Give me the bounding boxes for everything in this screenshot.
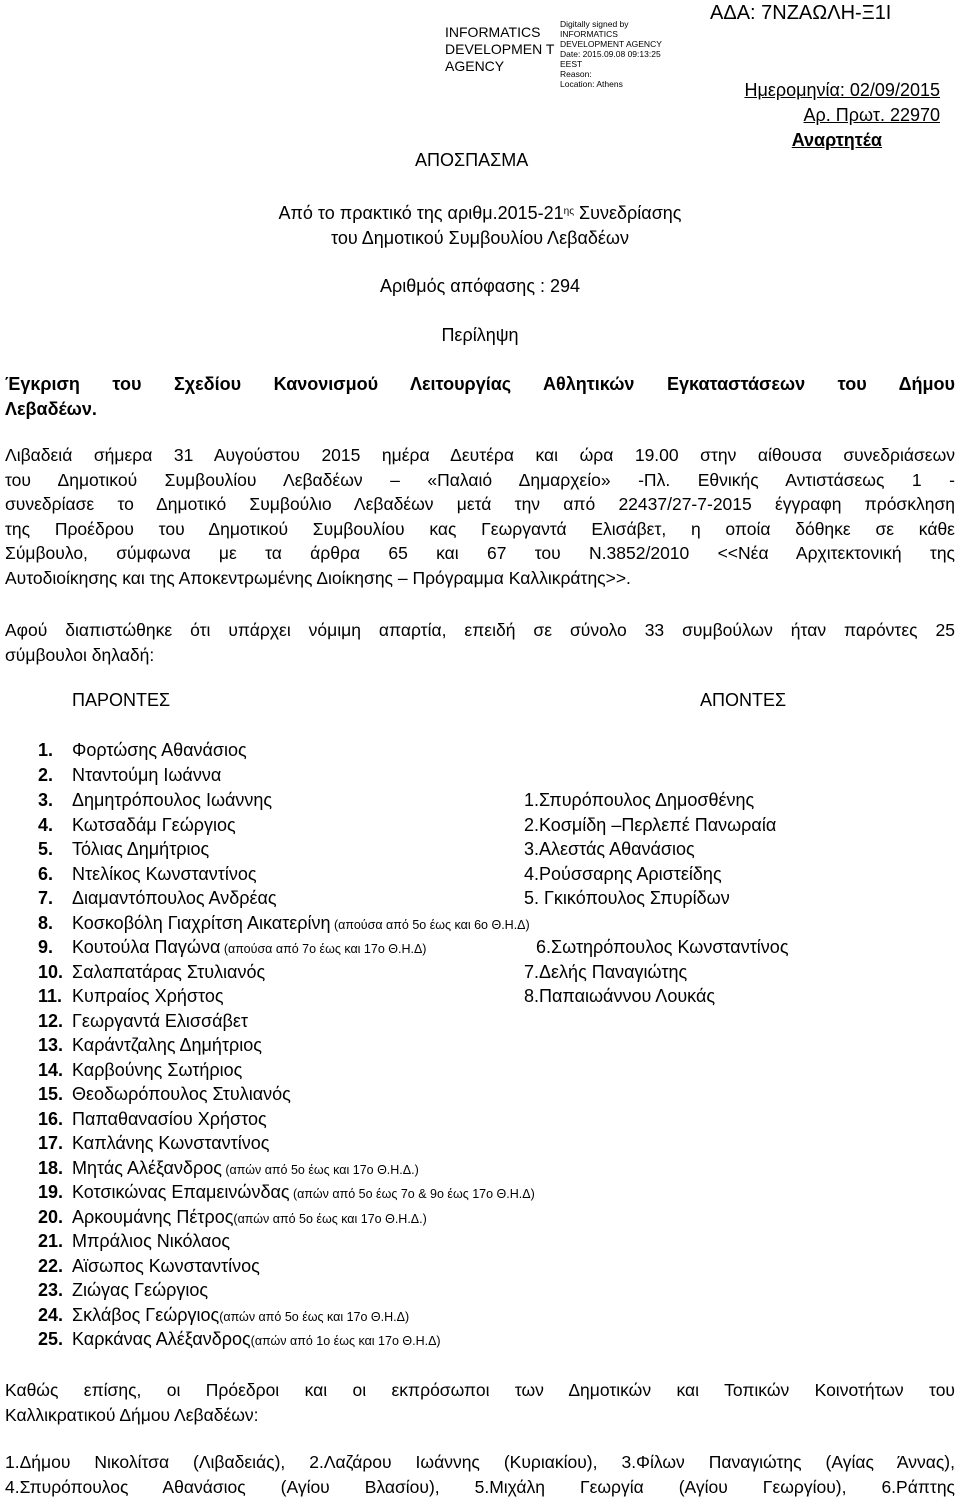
decision-number: Αριθμός απόφασης : 294 — [379, 276, 581, 296]
member-name: Δημητρόπουλος Ιωάννης — [72, 790, 273, 810]
present-member — [38, 1229, 230, 1256]
member-name: Κοτσικώνας Επαμεινώνδας — [72, 1182, 290, 1202]
member-name: Σαλαπατάρας Στυλιανός — [72, 962, 266, 982]
minutes-line — [0, 200, 960, 227]
posted-label: Αναρτητέα — [791, 130, 882, 150]
excerpt-title: ΑΠΟΣΠΑΣΜΑ — [415, 150, 529, 170]
absent-member: 1.Σπυρόπουλος Δημοσθένης — [524, 790, 755, 810]
member-name: Καρκάνας Αλέξανδρος — [72, 1329, 251, 1349]
member-number: 7. — [38, 888, 54, 908]
member-name: Καρβούνης Σωτήριος — [72, 1060, 243, 1080]
member-name: Φορτώσης Αθανάσιος — [72, 740, 247, 760]
member-name: Καράντζαλης Δημήτριος — [72, 1035, 262, 1055]
member-number: 13. — [38, 1035, 64, 1055]
member-number: 8. — [38, 913, 54, 933]
absent-member: 3.Αλεστάς Αθανάσιος — [524, 839, 695, 859]
present-member — [38, 1254, 260, 1281]
member-name: Μπράλιος Νικόλαος — [72, 1231, 231, 1251]
document-date: Ημερομηνία: 02/09/2015 — [744, 80, 940, 100]
member-number: 12. — [38, 1011, 64, 1031]
present-member — [38, 935, 426, 962]
present-member — [38, 1082, 291, 1109]
member-note: (απών από 5ο έως 7ο & 9ο έως 17ο Θ.Η.Δ) — [289, 1187, 535, 1201]
signature-detail-line: INFORMATICS — [560, 29, 618, 39]
minutes-sup: ης — [563, 206, 575, 217]
member-name: Νταντούμη Ιωάννα — [72, 765, 222, 785]
present-member — [38, 984, 224, 1011]
paragraph-line: της Προέδρου του Δημοτικού Συμβουλίου κας Γεωργαντά Ελισάβετ, η οποία δόθηκε σε κάθε — [5, 518, 955, 539]
presidents-paragraph — [5, 1378, 955, 1427]
present-member — [38, 1009, 248, 1036]
member-name: Καπλάνης Κωνσταντίνος — [72, 1133, 270, 1153]
council-line: του Δημοτικού Συμβουλίου Λεβαδέων — [331, 228, 629, 248]
member-name: Μητάς Αλέξανδρος — [72, 1158, 222, 1178]
minutes-suffix: Συνεδρίασης — [574, 203, 682, 223]
signature-details — [560, 19, 700, 89]
absent-member: 5. Γκικόπουλος Σπυρίδων — [524, 888, 730, 908]
member-number: 24. — [38, 1305, 64, 1325]
member-number: 5. — [38, 839, 54, 859]
member-number: 23. — [38, 1280, 64, 1300]
signature-detail-line: Date: 2015.09.08 09:13:25 — [560, 49, 661, 59]
minutes-prefix: Από το πρακτικό της αριθμ.2015-21 — [278, 203, 564, 223]
member-number: 22. — [38, 1256, 64, 1276]
paragraph-line: Καλλικρατικού Δήμου Λεβαδέων: — [5, 1404, 259, 1425]
member-name: Διαμαντόπουλος Ανδρέας — [72, 888, 277, 908]
signature-detail-line: DEVELOPMENT AGENCY — [560, 39, 662, 49]
absent-member: 6.Σωτηρόπουλος Κωνσταντίνος — [536, 937, 789, 957]
paragraph-line: σύμβουλοι δηλαδή: — [5, 644, 155, 665]
member-number: 21. — [38, 1231, 64, 1251]
signature-detail-line: Digitally signed by — [560, 19, 629, 29]
summary-label: Περίληψη — [441, 325, 519, 345]
present-member — [38, 862, 257, 889]
member-name: Κουτούλα Παγώνα — [72, 937, 221, 957]
member-number: 19. — [38, 1182, 64, 1202]
representatives-paragraph — [5, 1450, 955, 1499]
member-name: Κυπραίος Χρήστος — [72, 986, 224, 1006]
member-name: Αϊσωπος Κωνσταντίνος — [72, 1256, 260, 1276]
present-header: ΠΑΡΟΝΤΕΣ — [72, 690, 171, 710]
paragraph-line: του Δημοτικού Συμβουλίου Λεβαδέων – «Παλαιό Δημαρχείο» -Πλ. Εθνικής Αντιστάσεως 1 - — [5, 469, 955, 490]
member-note: (απούσα από 5ο έως και 6ο Θ.Η.Δ) — [330, 918, 530, 932]
absent-member: 7.Δελής Παναγιώτης — [524, 962, 688, 982]
member-name: Ντελίκος Κωνσταντίνος — [72, 864, 257, 884]
member-name: Αρκουμάνης Πέτρος — [72, 1207, 234, 1227]
member-number: 10. — [38, 962, 64, 982]
member-note: (απών από 1ο έως και 17ο Θ.Η.Δ) — [250, 1334, 441, 1348]
absent-member: 2.Κοσμίδη –Περλεπέ Πανωραία — [524, 815, 777, 835]
present-member — [38, 813, 236, 840]
member-name: Σκλάβος Γεώργιος — [72, 1305, 220, 1325]
present-member — [38, 1033, 262, 1060]
signature-detail-line: Reason: — [560, 69, 592, 79]
member-number: 6. — [38, 864, 54, 884]
summary-title: Έγκριση του Σχεδίου Κανονισμού Λειτουργίας Αθλητικών Εγκαταστάσεων του Δήμου — [5, 374, 955, 394]
present-member — [38, 960, 265, 987]
member-name: Γεωργαντά Ελισσάβετ — [72, 1011, 249, 1031]
member-note: (απών από 5ο έως και 17ο Θ.Η.Δ.) — [221, 1163, 419, 1177]
document-meta — [700, 78, 940, 153]
present-member — [38, 1205, 427, 1232]
member-number: 1. — [38, 740, 54, 760]
paragraph-line: Σύμβουλο, σύμφωνα με τα άρθρα 65 και 67 του Ν.3852/2010 <<Νέα Αρχιτεκτονική της — [5, 543, 955, 563]
member-number: 17. — [38, 1133, 64, 1153]
member-name: Κοσκοβόλη Γιαχρίτση Αικατερίνη — [72, 913, 331, 933]
present-member — [38, 1303, 409, 1330]
paragraph-line: Καθώς επίσης, οι Πρόεδροι και οι εκπρόσωποι των Δημοτικών και Τοπικών Κοινοτήτων του — [5, 1380, 955, 1400]
paragraph-line: Αφού διαπιστώθηκε ότι υπάρχει νόμιμη απαρτία, επειδή σε σύνολο 33 συμβούλων ήταν παρόντες 25 — [5, 620, 955, 640]
present-member — [38, 1327, 441, 1354]
ada-code: ΑΔΑ: 7ΝΖΑΩΛΗ-Ξ1Ι — [710, 2, 892, 24]
member-number: 3. — [38, 790, 54, 810]
intro-paragraph — [5, 443, 955, 590]
member-note: (απών από 5ο έως και 17ο Θ.Η.Δ.) — [233, 1212, 427, 1226]
present-member — [38, 886, 277, 913]
present-member — [38, 1278, 208, 1305]
present-member — [38, 1058, 242, 1085]
member-name: Παπαθανασίου Χρήστος — [72, 1109, 267, 1129]
member-number: 14. — [38, 1060, 64, 1080]
member-note: (απών από 5ο έως και 17ο Θ.Η.Δ) — [219, 1310, 410, 1324]
present-member — [38, 837, 209, 864]
paragraph-line: 4.Σπυρόπουλος Αθανάσιος (Αγίου Βλασίου), 5.Μιχάλη Γεωργία (Αγίου Γεωργίου), 6.Ράπτης — [5, 1476, 955, 1497]
member-number: 25. — [38, 1329, 64, 1349]
member-number: 20. — [38, 1207, 64, 1227]
member-number: 15. — [38, 1084, 64, 1104]
quorum-paragraph — [5, 618, 955, 667]
present-member — [38, 1107, 267, 1134]
signature-name: INFORMATICS DEVELOPMEN T AGENCY — [445, 24, 555, 74]
present-member — [38, 788, 272, 815]
signature-detail-line: EEST — [560, 59, 583, 69]
absent-member: 8.Παπαιωάννου Λουκάς — [524, 986, 716, 1006]
paragraph-line: Λιβαδειά σήμερα 31 Αυγούστου 2015 ημέρα Δευτέρα και ώρα 19.00 στην αίθουσα συνεδριάσεων — [5, 445, 955, 465]
member-number: 16. — [38, 1109, 64, 1129]
protocol-number: Αρ. Πρωτ. 22970 — [803, 105, 940, 125]
member-name: Κωτσαδάμ Γεώργιος — [72, 815, 236, 835]
member-name: Τόλιας Δημήτριος — [72, 839, 210, 859]
paragraph-line: συνεδρίασε το Δημοτικό Συμβούλιο Λεβαδέων μετά την από 22437/27-7-2015 έγγραφη πρόσκληση — [5, 494, 955, 514]
member-number: 11. — [38, 986, 63, 1006]
member-name: Ζιώγας Γεώργιος — [72, 1280, 209, 1300]
present-member — [38, 763, 221, 790]
member-number: 2. — [38, 765, 54, 785]
present-member — [38, 1131, 269, 1158]
absent-header: ΑΠΟΝΤΕΣ — [700, 690, 787, 710]
absent-member: 4.Ρούσσαρης Αριστείδης — [524, 864, 722, 884]
present-member — [38, 911, 530, 938]
member-number: 9. — [38, 937, 54, 957]
member-number: 4. — [38, 815, 54, 835]
member-name: Θεοδωρόπουλος Στυλιανός — [72, 1084, 291, 1104]
present-member — [38, 1180, 535, 1207]
paragraph-line: Αυτοδιοίκησης και της Αποκεντρωμένης Διοίκησης – Πρόγραμμα Καλλικράτης>>. — [5, 567, 631, 588]
signature-detail-line: Location: Athens — [560, 79, 623, 89]
member-number: 18. — [38, 1158, 64, 1178]
present-member — [38, 738, 247, 765]
present-member — [38, 1156, 419, 1183]
member-note: (απούσα από 7ο έως και 17ο Θ.Η.Δ) — [220, 942, 427, 956]
summary-title-cont: Λεβαδέων. — [5, 399, 97, 419]
paragraph-line: 1.Δήμου Νικολίτσα (Λιβαδειάς), 2.Λαζάρου Ιωάννης (Κυριακίου), 3.Φίλων Παναγιώτης (Αγίας Άννας), — [5, 1452, 955, 1472]
